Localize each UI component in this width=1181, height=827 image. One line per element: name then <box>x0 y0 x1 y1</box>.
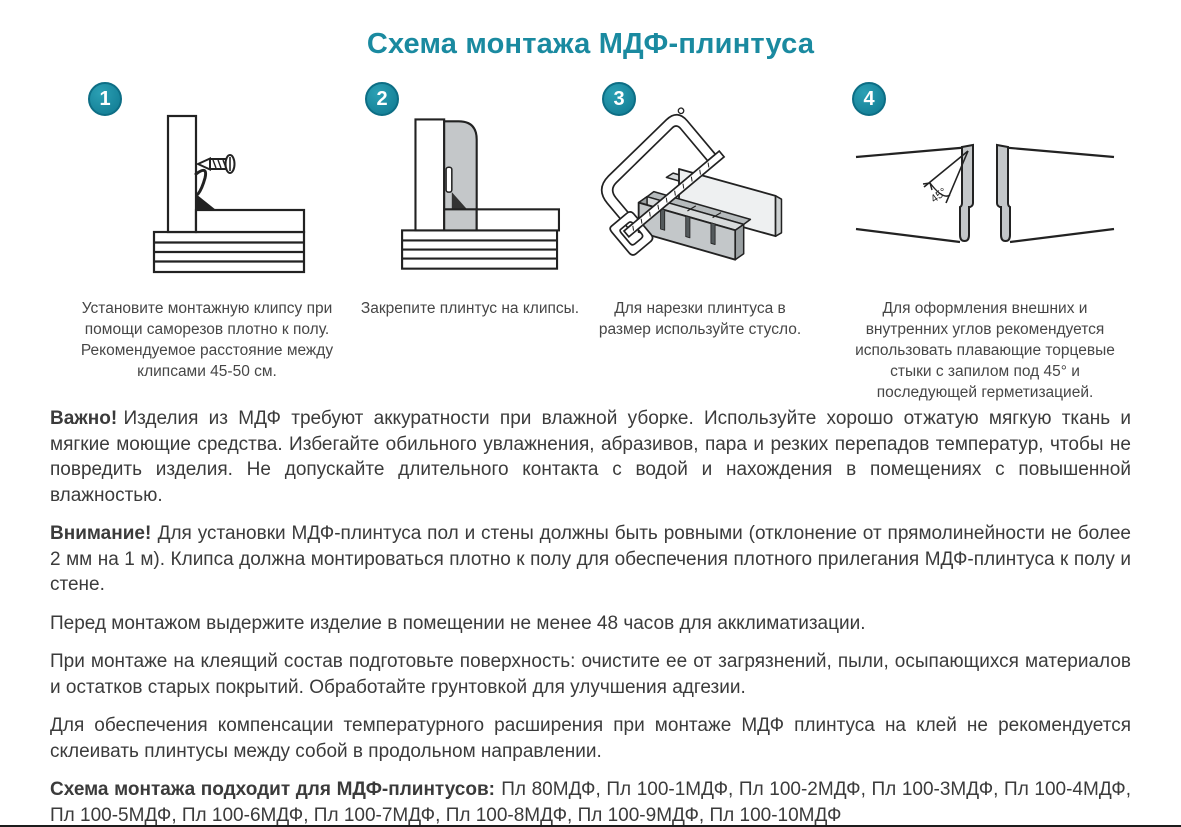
step-2-number-badge: 2 <box>365 82 399 116</box>
paragraph-text: Пл 80МДФ, Пл 100-1МДФ, Пл 100-2МДФ, Пл 100-3МДФ, Пл 100-4МДФ, Пл 100-5МДФ, Пл 100-6МДФ, Пл 100-7МДФ, Пл 100-8МДФ, Пл 100-9МДФ, Пл 100-10МДФ <box>50 779 1131 826</box>
step-3-illustration-wrap <box>595 96 805 294</box>
step-2 <box>360 82 580 402</box>
paragraph-lead: Внимание! <box>50 523 152 544</box>
paragraph-glue-surface-prep <box>50 649 1131 700</box>
clip-screw-mounting-illustration <box>92 114 322 276</box>
step-1-number-badge: 1 <box>88 82 122 116</box>
plinth-on-clip-illustration <box>360 114 580 276</box>
step-3-caption: Для нарезки плинтуса в размер используйте стусло. <box>598 300 802 338</box>
step-4-illustration-wrap <box>840 96 1130 294</box>
left-plinth-piece-icon <box>856 145 973 242</box>
step-4 <box>840 82 1130 402</box>
corner-joint-45deg-illustration <box>850 111 1120 279</box>
miter-box-saw-illustration <box>595 102 805 288</box>
miter-box-icon <box>639 169 782 260</box>
paragraph-text: Изделия из МДФ требуют аккуратности при влажной уборке. Используйте хорошо отжатую мягкую ткань и мягкие моющие средства. Избегайте обильного увлажнения, абразивов, пара и резких перепадов температур, чтобы не повредить изделия. Не допускайте длительного контакта с водой и нахождения в помещениях с повышенной влажностью. <box>50 408 1131 506</box>
clip-hook-icon <box>196 170 206 194</box>
paragraph-lead: Схема монтажа подходит для МДФ-плинтусов: <box>50 779 495 800</box>
step-1 <box>57 82 357 402</box>
paragraph-text: Для обеспечения компенсации температурного расширения при монтаже МДФ плинтуса на клей не рекомендуется склеивать плинтусы между собой в продольном направлении. <box>50 715 1131 762</box>
step-4-caption: Для оформления внешних и внутренних углов рекомендуется использовать плавающие торцевые стыки с запилом под 45° и последующей герметизацией. <box>855 300 1115 401</box>
step-1-illustration-wrap <box>57 96 357 294</box>
paragraph-text: Для установки МДФ-плинтуса пол и стены должны быть ровными (отклонение от прямолинейности не более 2 мм на 1 м). Клипса должна монтироваться плотно к полу для обеспечения плотного прилегания МДФ-плинтуса к полу и стене. <box>50 523 1131 595</box>
paragraph-attention <box>50 521 1131 598</box>
step-4-number-badge: 4 <box>852 82 886 116</box>
clip-slot-icon <box>446 167 452 192</box>
page-title: Схема монтажа МДФ-плинтуса <box>366 28 815 60</box>
paragraph-text: Перед монтажом выдержите изделие в помещении не менее 48 часов для акклиматизации. <box>50 612 866 634</box>
paragraph-lead: Важно! <box>50 408 118 429</box>
step-3-number-badge: 3 <box>602 82 636 116</box>
step-1-caption: Установите монтажную клипсу при помощи саморезов плотно к полу. Рекомендуемое расстояние между клипсами 45-50 см. <box>80 300 334 380</box>
paragraph-acclimatization <box>50 611 1131 637</box>
step-2-illustration-wrap <box>360 96 580 294</box>
angle-45-label: 45° <box>928 185 950 206</box>
paragraph-compatible-models <box>50 777 1131 827</box>
paragraph-text: При монтаже на клеящий состав подготовьте поверхность: очистите ее от загрязнений, пыли, осыпающихся материалов и остатков старых покрытий. Обработайте грунтовкой для улучшения адгезии. <box>50 651 1131 698</box>
step-2-caption: Закрепите плинтус на клипсы. <box>360 300 580 317</box>
clip-base-icon <box>196 194 216 210</box>
right-plinth-piece-icon <box>997 145 1114 242</box>
step-3 <box>595 82 805 402</box>
paragraph-expansion-compensation <box>50 713 1131 764</box>
notes-section <box>50 406 1131 827</box>
paragraph-important <box>50 406 1131 508</box>
